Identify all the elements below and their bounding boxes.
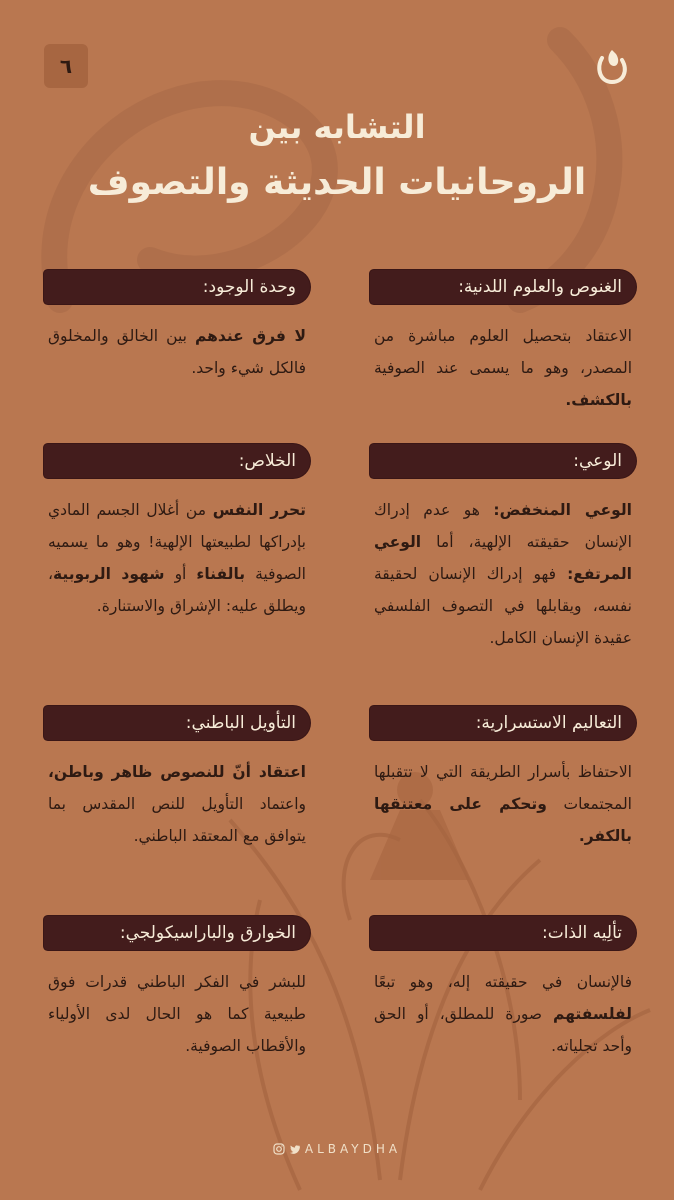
card-heading: تألِيه الذات: [370, 916, 636, 950]
card-salvation [44, 444, 310, 622]
footer-handle: ALBAYDHA [304, 1142, 402, 1156]
card-heading: التأويل الباطني: [44, 706, 310, 740]
card-body [370, 320, 636, 416]
card-gnosis [370, 270, 636, 416]
body-segment: الاحتفاظ بأسرار الطريقة التي لا تتقبلها المجتمعات [374, 763, 632, 813]
card-paranormal [44, 916, 310, 1062]
card-body [370, 756, 636, 852]
title-line-1: التشابه بين [248, 108, 426, 146]
albaydha-logo-icon [590, 44, 634, 88]
body-segment: فالإنسان في حقيقته إله، وهو تبعًا [374, 973, 632, 991]
card-esoteric-teachings [370, 706, 636, 852]
instagram-icon[interactable] [273, 1143, 285, 1155]
emphasis-text: بالكشف. [565, 391, 632, 409]
body-segment: الاعتقاد بتحصيل العلوم مباشرة من المصدر، وهو ما يسمى عند الصوفية [374, 327, 632, 377]
emphasis-text: الوعي المنخفض: [493, 501, 632, 519]
card-heading: الغنوص والعلوم اللدنية: [370, 270, 636, 304]
card-body [44, 320, 310, 384]
emphasis-text: تحرر النفس [212, 501, 306, 519]
page-number: ٦ [44, 44, 88, 88]
card-heading: الخوارق والباراسيكولجي: [44, 916, 310, 950]
emphasis-text: لفلسفتهم [553, 1005, 632, 1023]
card-esoteric-interpretation [44, 706, 310, 852]
body-segment: للبشر في الفكر الباطني قدرات فوق طبيعية كما هو الحال لدى الأولياء والأقطاب الصوفية. [48, 973, 306, 1055]
card-body [44, 966, 310, 1062]
card-body [370, 494, 636, 654]
body-segment: فهو إدراك الإنسان لحقيقة نفسه، ويقابلها في التصوف الفلسفي عقيدة الإنسان الكامل. [374, 565, 632, 647]
body-segment: هو عدم إدراك الإنسان حقيقته الإلهية، أما [374, 501, 632, 551]
card-self-deification [370, 916, 636, 1062]
emphasis-text: لا فرق عندهم [195, 327, 306, 345]
body-segment: بين الخالق والمخلوق فالكل شيء واحد. [48, 327, 306, 377]
card-awareness [370, 444, 636, 654]
body-segment: صورة للمطلق، أو الحق وأحد تجلياته. [374, 1005, 632, 1055]
emphasis-text: وتحكم على معتنقها بالكفر. [374, 795, 632, 845]
emphasis-text: اعتقاد أنّ للنصوص ظاهر وباطن، [48, 763, 306, 781]
card-heading: الخلاص: [44, 444, 310, 478]
card-body [370, 966, 636, 1062]
emphasis-text: بالفناء [196, 565, 246, 583]
body-segment: واعتماد التأويل للنص المقدس بما يتوافق مع المعتقد الباطني. [48, 795, 306, 845]
twitter-icon[interactable] [289, 1143, 301, 1155]
card-body [44, 494, 310, 622]
card-heading: وحدة الوجود: [44, 270, 310, 304]
card-heading: التعاليم الاستسرارية: [370, 706, 636, 740]
title-line-2: الروحانيات الحديثة والتصوف [87, 162, 587, 203]
footer [0, 1142, 674, 1156]
body-segment: أو [164, 565, 197, 583]
body-segment: من أغلال الجسم المادي بإدراكها لطبيعتها الإلهية! وهو ما يسميه الصوفية [48, 501, 306, 583]
card-heading: الوعي: [370, 444, 636, 478]
card-body [44, 756, 310, 852]
emphasis-text: الوعي المرتفع: [374, 533, 632, 583]
card-unity-of-existence [44, 270, 310, 384]
body-segment: ، ويطلق عليه: الإشراق والاستنارة. [48, 565, 306, 615]
emphasis-text: شهود الربوبية [53, 565, 165, 583]
